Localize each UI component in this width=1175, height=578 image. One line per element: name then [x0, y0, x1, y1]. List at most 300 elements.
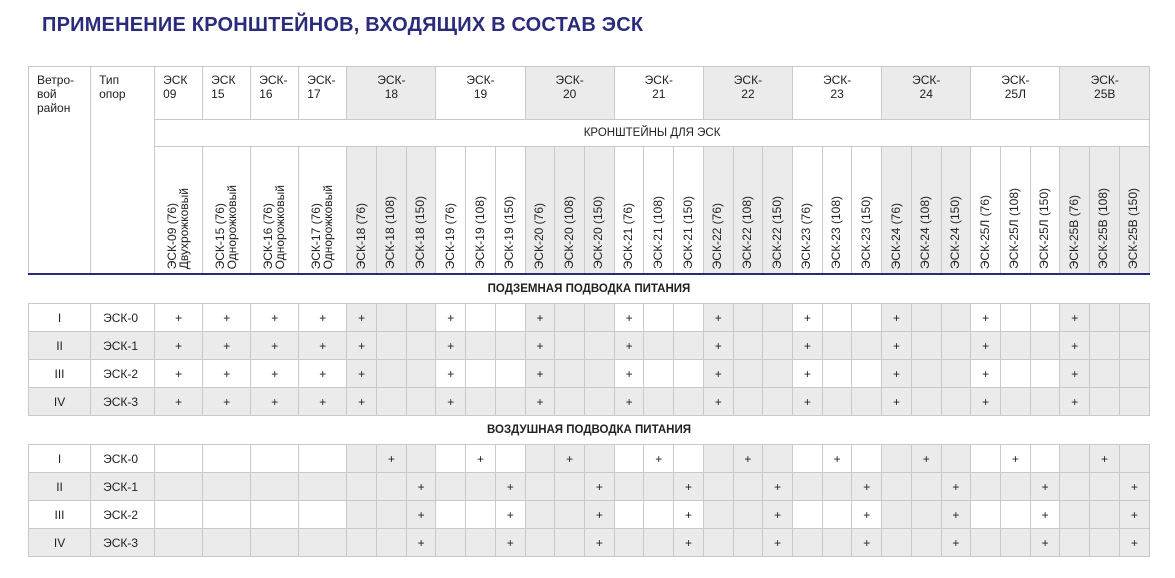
mark-cell: + — [614, 360, 644, 388]
mark-cell — [436, 501, 466, 529]
mark-cell: + — [585, 501, 615, 529]
mark-cell — [941, 332, 971, 360]
mark-cell — [406, 445, 436, 473]
mark-cell: + — [674, 473, 704, 501]
mark-cell: + — [251, 332, 299, 360]
mark-cell — [299, 473, 347, 501]
mark-cell — [911, 304, 941, 332]
mark-cell — [941, 445, 971, 473]
column-header-bracket: ЭСК-21 (76) — [614, 147, 644, 275]
mark-cell — [466, 332, 496, 360]
mark-cell: + — [436, 304, 466, 332]
mark-cell — [911, 360, 941, 388]
mark-cell: + — [251, 360, 299, 388]
page-title: ПРИМЕНЕНИЕ КРОНШТЕЙНОВ, ВХОДЯЩИХ В СОСТАВ ЭСК — [42, 14, 644, 36]
mark-cell — [585, 332, 615, 360]
mark-cell: + — [406, 501, 436, 529]
mark-cell: + — [347, 304, 377, 332]
mark-cell — [852, 388, 882, 416]
mark-cell — [377, 360, 407, 388]
mark-cell — [466, 388, 496, 416]
mark-cell: + — [155, 360, 203, 388]
mark-cell — [155, 445, 203, 473]
mark-cell — [882, 473, 912, 501]
mark-cell — [644, 473, 674, 501]
mark-cell — [822, 388, 852, 416]
column-header-bracket: ЭСК-25Л (76) — [971, 147, 1001, 275]
mark-cell: + — [299, 360, 347, 388]
mark-cell: + — [1030, 473, 1060, 501]
column-header-bracket: ЭСК-21 (108) — [644, 147, 674, 275]
mark-cell — [703, 473, 733, 501]
mark-cell: + — [155, 332, 203, 360]
mark-cell — [555, 304, 585, 332]
mark-cell: + — [703, 332, 733, 360]
column-header-bracket: ЭСК-25В (150) — [1119, 147, 1149, 275]
mark-cell — [644, 332, 674, 360]
mark-cell: + — [793, 332, 823, 360]
mark-cell: + — [941, 529, 971, 557]
mark-cell — [377, 388, 407, 416]
mark-cell: + — [763, 529, 793, 557]
mark-cell: + — [941, 501, 971, 529]
mark-cell — [971, 501, 1001, 529]
column-header-bracket: ЭСК-17 (76) Однорожковый — [299, 147, 347, 275]
mark-cell — [406, 304, 436, 332]
mark-cell: + — [911, 445, 941, 473]
wind-region-cell: I — [29, 304, 91, 332]
column-header-bracket: ЭСК-25В (76) — [1060, 147, 1090, 275]
mark-cell — [911, 332, 941, 360]
mark-cell — [555, 388, 585, 416]
mark-cell — [911, 473, 941, 501]
mark-cell — [644, 360, 674, 388]
mark-cell — [466, 501, 496, 529]
mark-cell — [1030, 304, 1060, 332]
mark-cell: + — [203, 332, 251, 360]
column-header-bracket: ЭСК-25Л (108) — [1001, 147, 1031, 275]
mark-cell — [495, 304, 525, 332]
column-header-bracket: ЭСК-23 (108) — [822, 147, 852, 275]
mark-cell — [911, 501, 941, 529]
column-header-bracket: ЭСК-25В (108) — [1090, 147, 1120, 275]
mark-cell — [614, 473, 644, 501]
mark-cell: + — [971, 332, 1001, 360]
wind-region-cell: I — [29, 445, 91, 473]
mark-cell — [644, 501, 674, 529]
mark-cell — [377, 473, 407, 501]
column-header-bracket: ЭСК-15 (76) Однорожковый — [203, 147, 251, 275]
mark-cell — [251, 501, 299, 529]
mark-cell — [377, 304, 407, 332]
mark-cell — [733, 304, 763, 332]
mark-cell — [495, 445, 525, 473]
mark-cell — [763, 445, 793, 473]
header-group-esk: ЭСК- 24 — [882, 67, 971, 120]
mark-cell — [347, 529, 377, 557]
mark-cell — [1060, 445, 1090, 473]
mark-cell: + — [882, 304, 912, 332]
mark-cell: + — [525, 388, 555, 416]
mark-cell — [406, 388, 436, 416]
mark-cell: + — [971, 388, 1001, 416]
mark-cell — [971, 445, 1001, 473]
header-group-esk: ЭСК 15 — [203, 67, 251, 120]
mark-cell — [733, 501, 763, 529]
mark-cell — [852, 360, 882, 388]
mark-cell: + — [852, 529, 882, 557]
mark-cell — [852, 304, 882, 332]
mark-cell — [377, 529, 407, 557]
column-header-bracket: ЭСК-19 (108) — [466, 147, 496, 275]
support-type-cell: ЭСК-2 — [91, 501, 155, 529]
mark-cell — [822, 529, 852, 557]
mark-cell — [1090, 304, 1120, 332]
mark-cell: + — [882, 332, 912, 360]
mark-cell — [1060, 473, 1090, 501]
header-group-esk: ЭСК- 18 — [347, 67, 436, 120]
wind-region-cell: IV — [29, 388, 91, 416]
support-type-cell: ЭСК-3 — [91, 388, 155, 416]
mark-cell — [203, 501, 251, 529]
column-header-bracket: ЭСК-18 (108) — [377, 147, 407, 275]
header-group-esk: ЭСК- 20 — [525, 67, 614, 120]
bracket-application-table — [28, 66, 1150, 557]
mark-cell — [911, 529, 941, 557]
column-header-bracket: ЭСК-22 (76) — [703, 147, 733, 275]
section-title: ВОЗДУШНАЯ ПОДВОДКА ПИТАНИЯ — [29, 416, 1150, 445]
mark-cell — [733, 332, 763, 360]
mark-cell — [1001, 473, 1031, 501]
mark-cell — [793, 473, 823, 501]
mark-cell — [347, 501, 377, 529]
mark-cell: + — [436, 332, 466, 360]
mark-cell — [1030, 360, 1060, 388]
mark-cell: + — [1030, 501, 1060, 529]
mark-cell — [822, 501, 852, 529]
mark-cell — [1119, 445, 1149, 473]
header-wind-region: Ветро- вой район — [29, 67, 91, 275]
mark-cell — [525, 529, 555, 557]
mark-cell: + — [614, 304, 644, 332]
mark-cell: + — [155, 304, 203, 332]
mark-cell — [1001, 529, 1031, 557]
wind-region-cell: III — [29, 360, 91, 388]
mark-cell — [525, 445, 555, 473]
mark-cell — [703, 501, 733, 529]
column-header-bracket: ЭСК-18 (150) — [406, 147, 436, 275]
mark-cell: + — [251, 304, 299, 332]
mark-cell — [1060, 501, 1090, 529]
mark-cell — [1119, 332, 1149, 360]
mark-cell — [203, 529, 251, 557]
mark-cell: + — [674, 529, 704, 557]
mark-cell — [299, 445, 347, 473]
mark-cell: + — [406, 529, 436, 557]
mark-cell — [585, 304, 615, 332]
mark-cell — [1090, 501, 1120, 529]
mark-cell — [1030, 332, 1060, 360]
mark-cell — [585, 445, 615, 473]
mark-cell: + — [793, 388, 823, 416]
mark-cell — [555, 473, 585, 501]
mark-cell — [793, 529, 823, 557]
mark-cell — [1119, 360, 1149, 388]
mark-cell — [155, 529, 203, 557]
mark-cell — [822, 360, 852, 388]
mark-cell — [377, 332, 407, 360]
mark-cell — [852, 445, 882, 473]
mark-cell: + — [1119, 473, 1149, 501]
header-group-esk: ЭСК- 23 — [793, 67, 882, 120]
mark-cell — [1090, 473, 1120, 501]
mark-cell — [1060, 529, 1090, 557]
mark-cell — [495, 360, 525, 388]
mark-cell: + — [1060, 388, 1090, 416]
mark-cell — [1030, 445, 1060, 473]
mark-cell — [971, 529, 1001, 557]
support-type-cell: ЭСК-1 — [91, 473, 155, 501]
mark-cell — [674, 445, 704, 473]
mark-cell — [763, 360, 793, 388]
mark-cell — [1030, 388, 1060, 416]
mark-cell — [1001, 332, 1031, 360]
header-group-esk: ЭСК- 22 — [703, 67, 792, 120]
mark-cell: + — [763, 501, 793, 529]
mark-cell: + — [203, 360, 251, 388]
mark-cell — [1090, 529, 1120, 557]
mark-cell: + — [852, 473, 882, 501]
header-group-esk: ЭСК- 17 — [299, 67, 347, 120]
mark-cell — [733, 529, 763, 557]
mark-cell: + — [1060, 304, 1090, 332]
column-header-bracket: ЭСК-22 (108) — [733, 147, 763, 275]
mark-cell — [299, 529, 347, 557]
mark-cell: + — [555, 445, 585, 473]
mark-cell: + — [347, 388, 377, 416]
column-header-bracket: ЭСК-20 (150) — [585, 147, 615, 275]
mark-cell — [436, 445, 466, 473]
mark-cell — [882, 529, 912, 557]
mark-cell — [1001, 360, 1031, 388]
mark-cell: + — [495, 473, 525, 501]
mark-cell: + — [585, 529, 615, 557]
mark-cell: + — [436, 360, 466, 388]
table-row — [29, 529, 1150, 557]
header-group-esk: ЭСК- 19 — [436, 67, 525, 120]
mark-cell: + — [585, 473, 615, 501]
mark-cell: + — [1001, 445, 1031, 473]
column-header-bracket: ЭСК-25Л (150) — [1030, 147, 1060, 275]
mark-cell — [1090, 332, 1120, 360]
column-header-bracket: ЭСК-16 (76) Однорожковый — [251, 147, 299, 275]
mark-cell — [1119, 388, 1149, 416]
column-header-bracket: ЭСК-19 (150) — [495, 147, 525, 275]
column-header-bracket: ЭСК-21 (150) — [674, 147, 704, 275]
support-type-cell: ЭСК-3 — [91, 529, 155, 557]
mark-cell: + — [882, 360, 912, 388]
wind-region-cell: III — [29, 501, 91, 529]
mark-cell — [1001, 388, 1031, 416]
wind-region-cell: IV — [29, 529, 91, 557]
table-row — [29, 360, 1150, 388]
mark-cell — [852, 332, 882, 360]
mark-cell — [703, 529, 733, 557]
mark-cell — [555, 529, 585, 557]
support-type-cell: ЭСК-2 — [91, 360, 155, 388]
mark-cell: + — [466, 445, 496, 473]
mark-cell — [1001, 304, 1031, 332]
column-header-bracket: ЭСК-23 (76) — [793, 147, 823, 275]
mark-cell — [203, 473, 251, 501]
column-header-bracket: ЭСК-23 (150) — [852, 147, 882, 275]
mark-cell — [1090, 388, 1120, 416]
mark-cell — [251, 445, 299, 473]
column-header-bracket: ЭСК-24 (150) — [941, 147, 971, 275]
mark-cell — [347, 473, 377, 501]
mark-cell — [703, 445, 733, 473]
mark-cell: + — [525, 304, 555, 332]
mark-cell — [347, 445, 377, 473]
mark-cell — [822, 473, 852, 501]
header-group-esk: ЭСК- 16 — [251, 67, 299, 120]
mark-cell — [299, 501, 347, 529]
mark-cell: + — [299, 332, 347, 360]
column-header-bracket: ЭСК-24 (108) — [911, 147, 941, 275]
mark-cell: + — [347, 332, 377, 360]
mark-cell — [971, 473, 1001, 501]
mark-cell — [733, 388, 763, 416]
mark-cell — [882, 501, 912, 529]
mark-cell — [733, 473, 763, 501]
mark-cell: + — [822, 445, 852, 473]
mark-cell: + — [882, 388, 912, 416]
mark-cell: + — [1090, 445, 1120, 473]
mark-cell — [155, 501, 203, 529]
header-group-esk: ЭСК- 25В — [1060, 67, 1150, 120]
wind-region-cell: II — [29, 332, 91, 360]
mark-cell — [763, 332, 793, 360]
mark-cell — [941, 388, 971, 416]
mark-cell — [911, 388, 941, 416]
mark-cell: + — [971, 304, 1001, 332]
mark-cell — [203, 445, 251, 473]
mark-cell: + — [733, 445, 763, 473]
mark-cell — [763, 388, 793, 416]
mark-cell: + — [703, 304, 733, 332]
mark-cell — [466, 473, 496, 501]
mark-cell: + — [793, 360, 823, 388]
mark-cell — [377, 501, 407, 529]
mark-cell — [674, 332, 704, 360]
mark-cell — [466, 304, 496, 332]
mark-cell — [406, 360, 436, 388]
mark-cell — [1090, 360, 1120, 388]
table-row — [29, 304, 1150, 332]
mark-cell — [466, 360, 496, 388]
mark-cell: + — [763, 473, 793, 501]
header-support-type: Тип опор — [91, 67, 155, 275]
mark-cell: + — [299, 304, 347, 332]
mark-cell — [882, 445, 912, 473]
mark-cell — [406, 332, 436, 360]
mark-cell: + — [525, 360, 555, 388]
mark-cell — [525, 473, 555, 501]
support-type-cell: ЭСК-1 — [91, 332, 155, 360]
mark-cell — [793, 445, 823, 473]
mark-cell — [674, 304, 704, 332]
table-row — [29, 445, 1150, 473]
mark-cell — [555, 501, 585, 529]
header-group-esk: ЭСК- 21 — [614, 67, 703, 120]
mark-cell — [436, 473, 466, 501]
mark-cell: + — [941, 473, 971, 501]
mark-cell: + — [406, 473, 436, 501]
section-title: ПОДЗЕМНАЯ ПОДВОДКА ПИТАНИЯ — [29, 274, 1150, 304]
support-type-cell: ЭСК-0 — [91, 445, 155, 473]
column-header-bracket: ЭСК-24 (76) — [882, 147, 912, 275]
column-header-bracket: ЭСК-20 (76) — [525, 147, 555, 275]
column-header-bracket: ЭСК-18 (76) — [347, 147, 377, 275]
mark-cell: + — [251, 388, 299, 416]
table-row — [29, 388, 1150, 416]
column-header-bracket: ЭСК-22 (150) — [763, 147, 793, 275]
wind-region-cell: II — [29, 473, 91, 501]
mark-cell: + — [852, 501, 882, 529]
mark-cell — [674, 360, 704, 388]
mark-cell: + — [155, 388, 203, 416]
mark-cell — [614, 445, 644, 473]
mark-cell — [1119, 304, 1149, 332]
column-header-bracket: ЭСК-20 (108) — [555, 147, 585, 275]
mark-cell — [941, 304, 971, 332]
table-row — [29, 501, 1150, 529]
column-header-bracket: ЭСК-19 (76) — [436, 147, 466, 275]
mark-cell — [793, 501, 823, 529]
mark-cell — [585, 360, 615, 388]
mark-cell — [733, 360, 763, 388]
mark-cell: + — [1060, 332, 1090, 360]
mark-cell — [251, 529, 299, 557]
mark-cell — [585, 388, 615, 416]
mark-cell: + — [525, 332, 555, 360]
header-group-esk: ЭСК 09 — [155, 67, 203, 120]
table-row — [29, 473, 1150, 501]
mark-cell — [155, 473, 203, 501]
mark-cell: + — [377, 445, 407, 473]
mark-cell — [466, 529, 496, 557]
mark-cell: + — [1060, 360, 1090, 388]
mark-cell — [763, 304, 793, 332]
mark-cell — [436, 529, 466, 557]
mark-cell — [822, 304, 852, 332]
column-header-bracket: ЭСК-09 (76) Двухрожковый — [155, 147, 203, 275]
mark-cell: + — [495, 501, 525, 529]
mark-cell — [644, 529, 674, 557]
mark-cell: + — [703, 388, 733, 416]
subheader-brackets: КРОНШТЕЙНЫ ДЛЯ ЭСК — [155, 120, 1150, 147]
mark-cell — [644, 304, 674, 332]
support-type-cell: ЭСК-0 — [91, 304, 155, 332]
mark-cell: + — [203, 304, 251, 332]
header-group-esk: ЭСК- 25Л — [971, 67, 1060, 120]
mark-cell — [555, 332, 585, 360]
mark-cell: + — [644, 445, 674, 473]
mark-cell — [644, 388, 674, 416]
mark-cell — [251, 473, 299, 501]
mark-cell: + — [674, 501, 704, 529]
mark-cell: + — [793, 304, 823, 332]
